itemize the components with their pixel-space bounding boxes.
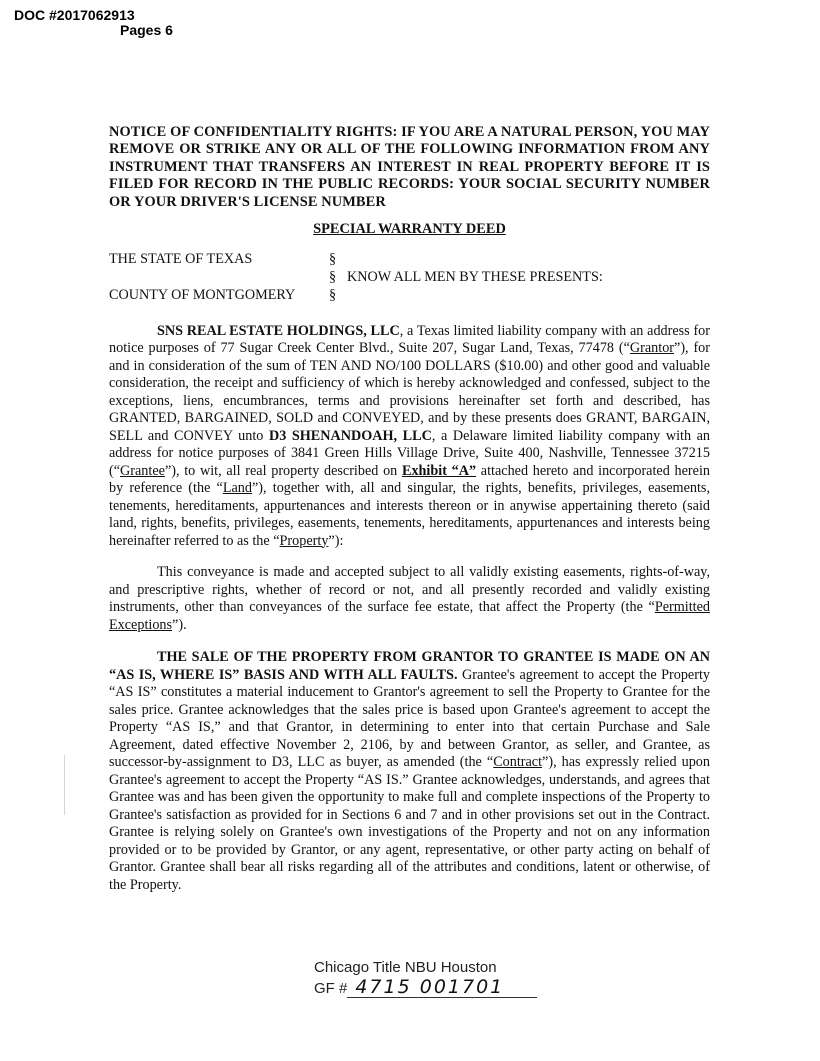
as-is-heading: THE SALE OF THE PROPERTY FROM GRANTOR TO GRANTEE IS MADE ON AN “AS IS, WHERE IS” BASIS AND WITH ALL FAULTS.: [109, 649, 710, 683]
gf-number-line: [314, 977, 537, 998]
title-company-name: Chicago Title NBU Houston: [314, 959, 497, 976]
grantee-term: Grantee: [120, 462, 165, 479]
doc-number: DOC #2017062913: [14, 7, 135, 23]
permitted-exceptions-term: Permitted Exceptions: [109, 599, 710, 633]
know-all-men: KNOW ALL MEN BY THESE PRESENTS:: [347, 268, 603, 285]
document-stamp: [14, 8, 173, 38]
venue-caption: [109, 251, 710, 307]
property-term: Property: [279, 532, 329, 549]
gf-number-handwritten: 4715 001701: [347, 977, 537, 998]
as-is-paragraph: THE SALE OF THE PROPERTY FROM GRANTOR TO GRANTEE IS MADE ON AN “AS IS, WHERE IS” BASIS AND WITH ALL FAULTS. Grantee's agreement to accept the Property “AS IS” constitutes a material inducement to Grantor's agreement to sell the Property to Grantee for the sales price. Grantee acknowledges that the sales price is based upon Grantee's agreement to accept the Property “AS IS,” and that Grantor, in determining to enter into that certain Purchase and Sale Agreement, dated effective November 2, 2106, by and between Grantor, as seller, and Grantee, as successor-by-assignment to D3, LLC as buyer, as amended (the “Contract”), has expressly relied upon Grantee's agreement to accept the Property “AS IS.” Grantee acknowledges, understands, and agrees that Grantee was and has been given the opportunity to make full and complete inspections of the Property to Grantee's satisfaction as provided for in Sections 6 and 7 and in other provisions set out in the Contract. Grantee is relying solely on Grantee's own investigations of the Property and not on any information provided or to be provided by Grantor, or any agent, representative, or other party acting on behalf of Grantor. Grantee shall bear all risks regarding all of the attributes and conditions, latent or otherwise, of the Property.: [109, 649, 710, 893]
contract-term: Contract: [493, 754, 543, 771]
section-symbol: §: [329, 250, 337, 267]
grantor-term: Grantor: [629, 340, 675, 357]
grantee-name: D3 SHENANDOAH, LLC: [268, 427, 432, 444]
exceptions-paragraph: This conveyance is made and accepted subject to all validly existing easements, rights-of-way, and prescriptive rights, whether of record or not, and all presently recorded and validly existing instruments, other than conveyances of the surface fee estate, that affect the Property (the “Permitted Exceptions”).: [109, 564, 710, 633]
section-symbol: §: [329, 286, 337, 303]
page-count: Pages 6: [120, 22, 173, 38]
document-title: SPECIAL WARRANTY DEED: [313, 221, 506, 238]
exhibit-reference: Exhibit “A”: [401, 462, 477, 479]
land-term: Land: [222, 480, 252, 497]
state-label: THE STATE OF TEXAS: [109, 250, 253, 267]
deed-page: [109, 124, 710, 908]
scan-margin-mark: [64, 755, 65, 815]
gf-label: GF #: [314, 980, 348, 997]
county-label: COUNTY OF MONTGOMERY: [109, 286, 296, 303]
section-symbol: §: [329, 268, 337, 285]
granting-paragraph: SNS REAL ESTATE HOLDINGS, LLC, a Texas limited liability company with an address for notice purposes of 77 Sugar Creek Center Blvd., Suite 207, Sugar Land, Texas, 77478 (“Grantor”), for and in consideration of the sum of TEN AND NO/100 DOLLARS ($10.00) and other good and valuable consideration, the receipt and sufficiency of which is hereby acknowledged and confessed, subject to the exceptions, liens, encumbrances, terms and provisions hereinafter set forth and described, has GRANTED, BARGAINED, SOLD and CONVEYED, and by these presents does GRANT, BARGAIN, SELL and CONVEY unto D3 SHENANDOAH, LLC, a Delaware limited liability company with an address for notice purposes of 3841 Green Hills Village Drive, Suite 400, Nashville, Tennessee 37215 (“Grantee”), to wit, all real property described on Exhibit “A” attached hereto and incorporated herein by reference (the “Land”), together with, all and singular, the rights, benefits, privileges, easements, tenements, hereditaments, appurtenances and interests thereon or in anywise appertaining thereto (said land, rights, benefits, privileges, easements, tenements, hereditaments, appurtenances and interests being hereinafter referred to as the “Property”):: [109, 322, 711, 549]
grantor-name: SNS REAL ESTATE HOLDINGS, LLC: [157, 322, 400, 339]
title-company-stamp: [314, 958, 537, 998]
confidentiality-notice: NOTICE OF CONFIDENTIALITY RIGHTS: IF YOU ARE A NATURAL PERSON, YOU MAY REMOVE OR STRIKE ANY OR ALL OF THE FOLLOWING INFORMATION FROM ANY INSTRUMENT THAT TRANSFERS AN INTEREST IN REAL PROPERTY BEFORE IT IS FILED FOR RECORD IN THE PUBLIC RECORDS: YOUR SOCIAL SECURITY NUMBER OR YOUR DRIVER'S LICENSE NUMBER: [109, 124, 710, 210]
